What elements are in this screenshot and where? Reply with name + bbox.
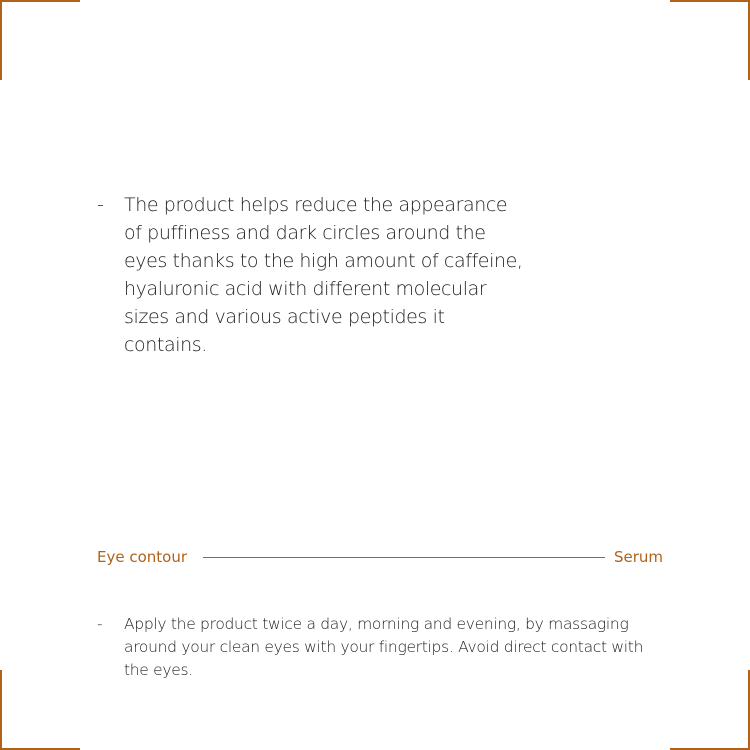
usage-text: Apply the product twice a day, morning and evening, by massaging around your clean eyes with your fingertips. Avoid direct contact with the eyes. bbox=[124, 615, 644, 679]
corner-mark-top-left bbox=[0, 0, 80, 80]
section-divider bbox=[97, 545, 663, 569]
benefit-paragraph bbox=[97, 191, 527, 359]
bullet-dash: - bbox=[97, 615, 103, 633]
bullet-dash: - bbox=[97, 194, 104, 216]
usage-paragraph bbox=[97, 613, 663, 682]
divider-rule bbox=[203, 557, 605, 558]
corner-mark-top-right bbox=[670, 0, 750, 80]
divider-label-left: Eye contour bbox=[97, 548, 188, 566]
corner-mark-bottom-left bbox=[0, 670, 80, 750]
benefit-text: The product helps reduce the appearance of puffiness and dark circles around the eyes thanks to the high amount of caffeine, hyaluronic acid with different molecular sizes and various active peptides it contains. bbox=[124, 194, 523, 356]
divider-label-right: Serum bbox=[613, 548, 663, 566]
corner-mark-bottom-right bbox=[670, 670, 750, 750]
